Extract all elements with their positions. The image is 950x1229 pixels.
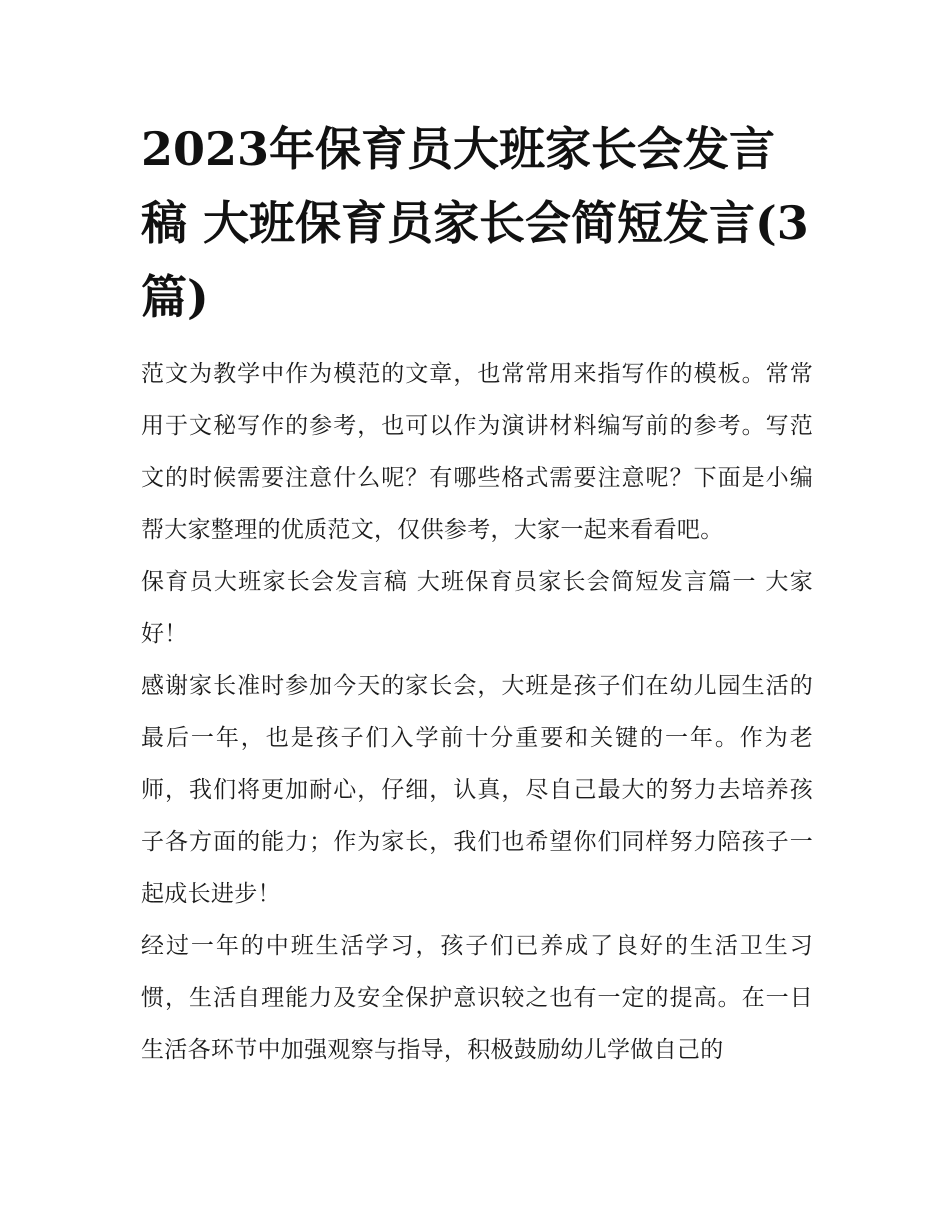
body-paragraph: 经过一年的中班生活学习，孩子们已养成了良好的生活卫生习惯，生活自理能力及安全保护意识较之也有一定的提高。在一日生活各环节中加强观察与指导，积极鼓励幼儿学做自己的 (141, 933, 813, 1063)
body-paragraph: 感谢家长准时参加今天的家长会，大班是孩子们在幼儿园生活的最后一年，也是孩子们入学前十分重要和关键的一年。作为老师，我们将更加耐心，仔细，认真，尽自己最大的努力去培养孩子各方面的能力；作为家长，我们也希望你们同样努力陪孩子一起成长进步！ (141, 673, 813, 907)
section-heading-paragraph: 保育员大班家长会发言稿 大班保育员家长会简短发言篇一 大家好！ (141, 569, 813, 647)
document-body (141, 112, 813, 1076)
intro-paragraph: 范文为教学中作为模范的文章，也常常用来指写作的模板。常常用于文秘写作的参考，也可以作为演讲材料编写前的参考。写范文的时候需要注意什么呢？有哪些格式需要注意呢？下面是小编帮大家整理的优质范文，仅供参考，大家一起来看看吧。 (141, 361, 813, 543)
document-title: 2023年保育员大班家长会发言稿 大班保育员家长会简短发言(3篇) (141, 122, 809, 324)
